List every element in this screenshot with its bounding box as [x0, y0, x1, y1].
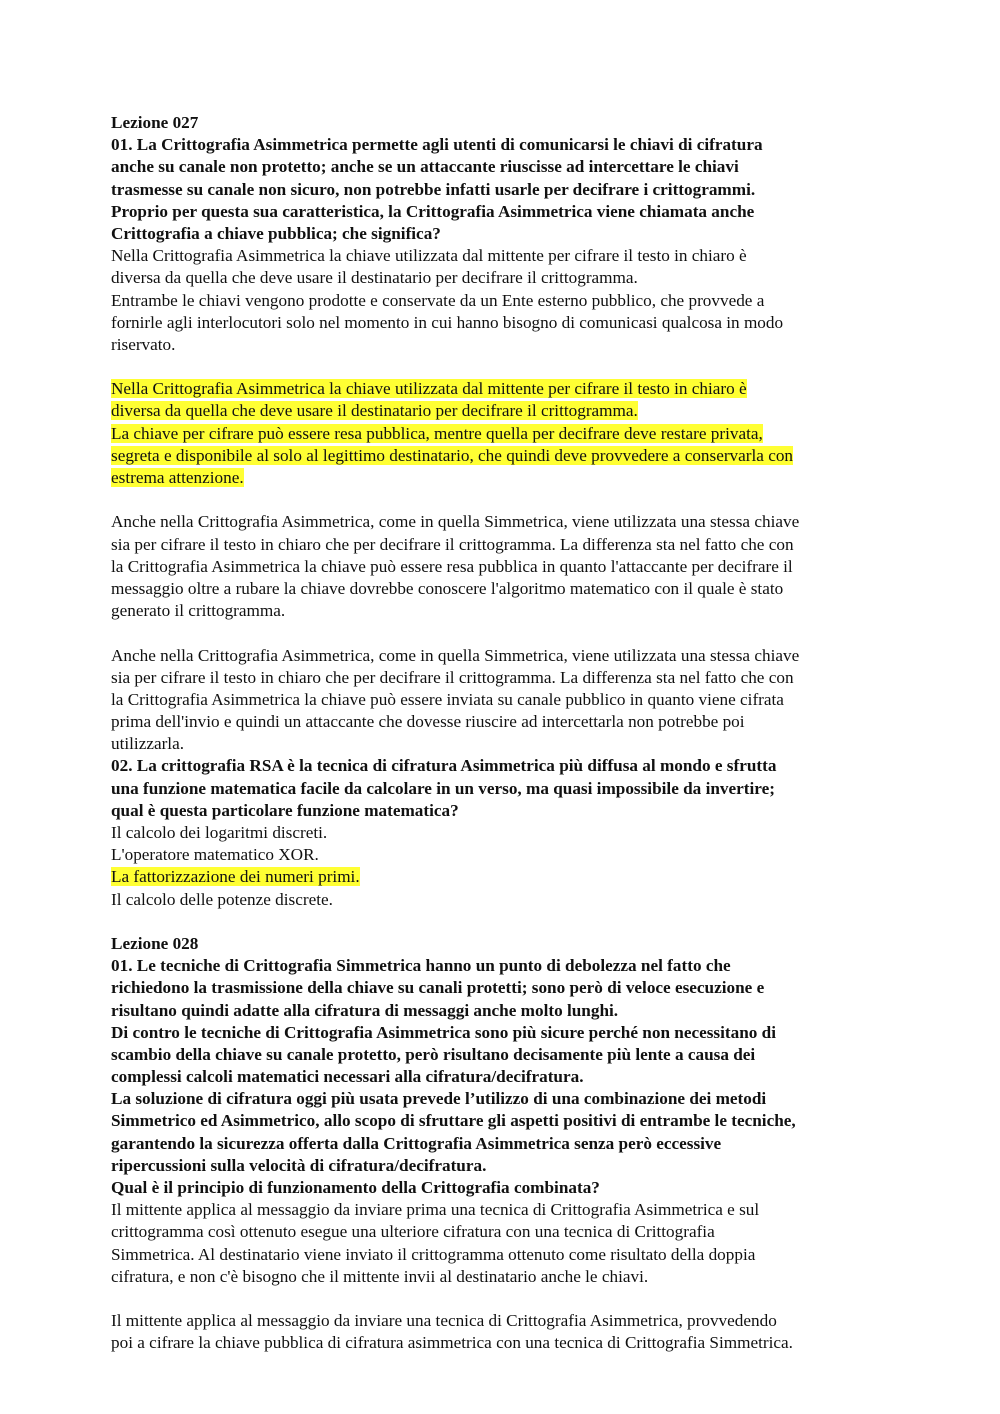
answer-line: cifratura, e non c'è bisogno che il mittente invii al destinatario anche le chiavi. [111, 1266, 649, 1286]
lesson-027-q2-option-3-correct: La fattorizzazione dei numeri primi. [111, 867, 360, 887]
question-line: complessi calcoli matematici necessari alla cifratura/decifratura. [111, 1067, 584, 1087]
answer-line: crittogramma così ottenuto esegue una ulteriore cifratura con una tecnica di Crittografia [111, 1222, 715, 1242]
answer-line: sia per cifrare il testo in chiaro che per decifrare il crittogramma. La differenza sta nel fatto che con [111, 534, 794, 554]
highlighted-answer-line: Nella Crittografia Asimmetrica la chiave utilizzata dal mittente per cifrare il testo in chiaro è [111, 379, 747, 399]
answer-line: messaggio oltre a rubare la chiave dovrebbe conoscere l'algoritmo matematico con il quale è stato [111, 578, 784, 598]
question-line: La soluzione di cifratura oggi più usata prevede l’utilizzo di una combinazione dei metodi [111, 1089, 767, 1109]
lesson-027-q2-question [111, 755, 901, 822]
lesson-027-q2-option-1: Il calcolo dei logaritmi discreti. [111, 823, 328, 842]
answer-line: la Crittografia Asimmetrica la chiave può essere inviata su canale pubblico in quanto viene cifrata [111, 689, 784, 709]
answer-line: Simmetrica. Al destinatario viene inviato il crittogramma ottenuto come risultato della doppia [111, 1244, 756, 1264]
question-line: anche su canale non protetto; anche se un attaccante riuscisse ad intercettare le chiavi [111, 157, 739, 177]
highlighted-answer-line: diversa da quella che deve usare il destinatario per decifrare il crittogramma. [111, 401, 638, 421]
lesson-027-q1-question [111, 134, 901, 245]
question-line: 01. Le tecniche di Crittografia Simmetrica hanno un punto di debolezza nel fatto che [111, 956, 731, 976]
highlighted-answer-line: La chiave per cifrare può essere resa pubblica, mentre quella per decifrare deve restare privata, [111, 423, 763, 443]
answer-line: prima dell'invio e quindi un attaccante che dovesse riuscire ad intercettarla non potrebbe poi [111, 712, 745, 732]
question-line: garantendo la sicurezza offerta dalla Crittografia Asimmetrica senza però eccessive [111, 1133, 722, 1153]
question-line: una funzione matematica facile da calcolare in un verso, ma quasi impossibile da invertire; [111, 778, 775, 798]
answer-line: sia per cifrare il testo in chiaro che per decifrare il crittogramma. La differenza sta nel fatto che con [111, 667, 794, 687]
question-line: scambio della chiave su canale protetto, però risultano decisamente più lente a causa dei [111, 1044, 756, 1064]
answer-line: Nella Crittografia Asimmetrica la chiave utilizzata dal mittente per cifrare il testo in chiaro è [111, 246, 747, 266]
question-line: ripercussioni sulla velocità di cifratura/decifratura. [111, 1155, 487, 1175]
question-line: Di contro le tecniche di Crittografia Asimmetrica sono più sicure perché non necessitano di [111, 1022, 776, 1042]
lesson-028-heading: Lezione 028 [111, 933, 199, 953]
lesson-027-q1-option-4 [111, 645, 901, 756]
paragraph-gap [111, 1288, 901, 1310]
question-line: qual è questa particolare funzione matematica? [111, 800, 459, 820]
answer-line: poi a cifrare la chiave pubblica di cifratura asimmetrica con una tecnica di Crittografia Simmetrica. [111, 1333, 793, 1353]
paragraph-gap [111, 911, 901, 933]
question-line: trasmesse su canale non sicuro, non potrebbe infatti usarle per decifrare i crittogrammi. [111, 179, 756, 199]
answer-line: Entrambe le chiavi vengono prodotte e conservate da un Ente esterno pubblico, che provvede a [111, 290, 765, 310]
question-line: 02. La crittografia RSA è la tecnica di cifratura Asimmetrica più diffusa al mondo e sfrutta [111, 756, 777, 776]
lesson-027-q1-option-1 [111, 245, 901, 356]
lesson-028-q1-option-2 [111, 1310, 901, 1354]
answer-line: riservato. [111, 334, 176, 354]
document-page [111, 112, 901, 1355]
question-line: Crittografia a chiave pubblica; che significa? [111, 223, 441, 243]
question-line: Simmetrico ed Asimmetrico, allo scopo di sfruttare gli aspetti positivi di entrambe le tecniche, [111, 1111, 796, 1131]
paragraph-gap [111, 356, 901, 378]
highlighted-answer-line: segreta e disponibile al solo al legittimo destinatario, che quindi deve provvedere a conservarla con [111, 445, 794, 465]
answer-line: la Crittografia Asimmetrica la chiave può essere resa pubblica in quanto l'attaccante per decifrare il [111, 556, 793, 576]
answer-line: Il mittente applica al messaggio da inviare una tecnica di Crittografia Asimmetrica, provvedendo [111, 1311, 777, 1331]
question-line: Proprio per questa sua caratteristica, la Crittografia Asimmetrica viene chiamata anche [111, 201, 755, 221]
answer-line: Anche nella Crittografia Asimmetrica, come in quella Simmetrica, viene utilizzata una stessa chiave [111, 645, 800, 665]
lesson-027-q1-option-3 [111, 511, 901, 622]
question-line: risultano quindi adatte alla cifratura di messaggi anche molto lunghi. [111, 1000, 619, 1020]
paragraph-gap [111, 622, 901, 644]
paragraph-gap [111, 489, 901, 511]
answer-line: diversa da quella che deve usare il destinatario per decifrare il crittogramma. [111, 268, 638, 288]
lesson-027-q2-option-2: L'operatore matematico XOR. [111, 845, 319, 865]
lesson-027-q1-option-2-correct [111, 378, 901, 489]
lesson-027-q2-option-4: Il calcolo delle potenze discrete. [111, 889, 333, 909]
question-line: richiedono la trasmissione della chiave su canali protetti; sono però di veloce esecuzione e [111, 978, 765, 998]
answer-line: Anche nella Crittografia Asimmetrica, come in quella Simmetrica, viene utilizzata una stessa chiave [111, 512, 800, 532]
answer-line: utilizzarla. [111, 734, 185, 754]
lesson-027-heading: Lezione 027 [111, 113, 199, 132]
lesson-028-q1-question [111, 955, 901, 1199]
question-line: 01. La Crittografia Asimmetrica permette agli utenti di comunicarsi le chiavi di cifratura [111, 135, 763, 155]
answer-line: generato il crittogramma. [111, 601, 286, 621]
highlighted-answer-line: estrema attenzione. [111, 468, 244, 487]
lesson-028-q1-option-1 [111, 1199, 901, 1288]
answer-line: fornirle agli interlocutori solo nel momento in cui hanno bisogno di comunicasi qualcosa in modo [111, 312, 784, 332]
answer-line: Il mittente applica al messaggio da inviare prima una tecnica di Crittografia Asimmetrica e sul [111, 1200, 760, 1220]
question-line: Qual è il principio di funzionamento della Crittografia combinata? [111, 1178, 600, 1197]
